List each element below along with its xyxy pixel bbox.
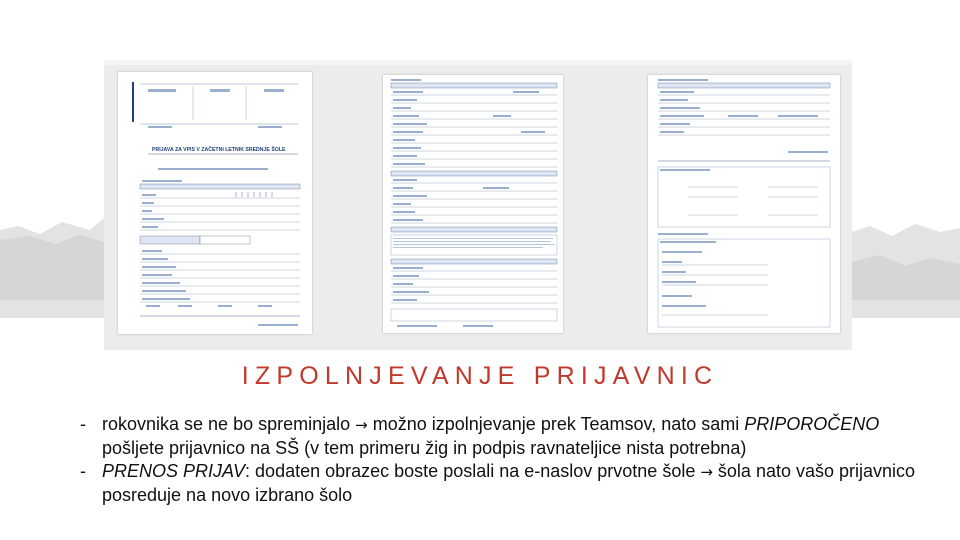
form-page-2-drawing [383, 75, 563, 333]
bullet-text: šola nato vašo prijavnico posreduje na novo izbrano šolo [102, 461, 916, 505]
bullet-text: : dodaten obrazec boste poslali na e-naslov prvotne šole [245, 461, 701, 481]
bullet-list [74, 413, 944, 507]
bullet-text: pošljete prijavnico na SŠ (v tem primeru žig in podpis ravnateljice nista potrebna) [102, 438, 747, 458]
application-form-page-1 [118, 72, 312, 334]
bullet-item [74, 460, 944, 507]
form-page-1-drawing [118, 72, 312, 334]
application-form-page-3 [648, 75, 840, 333]
bullet-text: možno izpolnjevanje prek Teamsov, nato sami [367, 414, 745, 434]
arrow-right-icon: → [355, 416, 368, 434]
bullet-emphasis: PRENOS PRIJAV [102, 461, 246, 481]
bullet-text: rokovnika se ne bo spreminjalo [102, 414, 356, 434]
bullet-emphasis: PRIPOROČENO [744, 414, 880, 434]
form-page-3-drawing [648, 75, 840, 333]
bullet-dash: - [80, 414, 86, 434]
form-1-title: PRIJAVA ZA VPIS V ZAČETNI LETNIK SREDNJE ŠOLE [152, 147, 286, 153]
application-form-page-2 [383, 75, 563, 333]
bullet-dash: - [80, 461, 86, 481]
bullet-item [74, 413, 944, 460]
slide-heading: IZPOLNJEVANJE PRIJAVNIC [241, 362, 719, 390]
arrow-right-icon: → [700, 463, 713, 481]
